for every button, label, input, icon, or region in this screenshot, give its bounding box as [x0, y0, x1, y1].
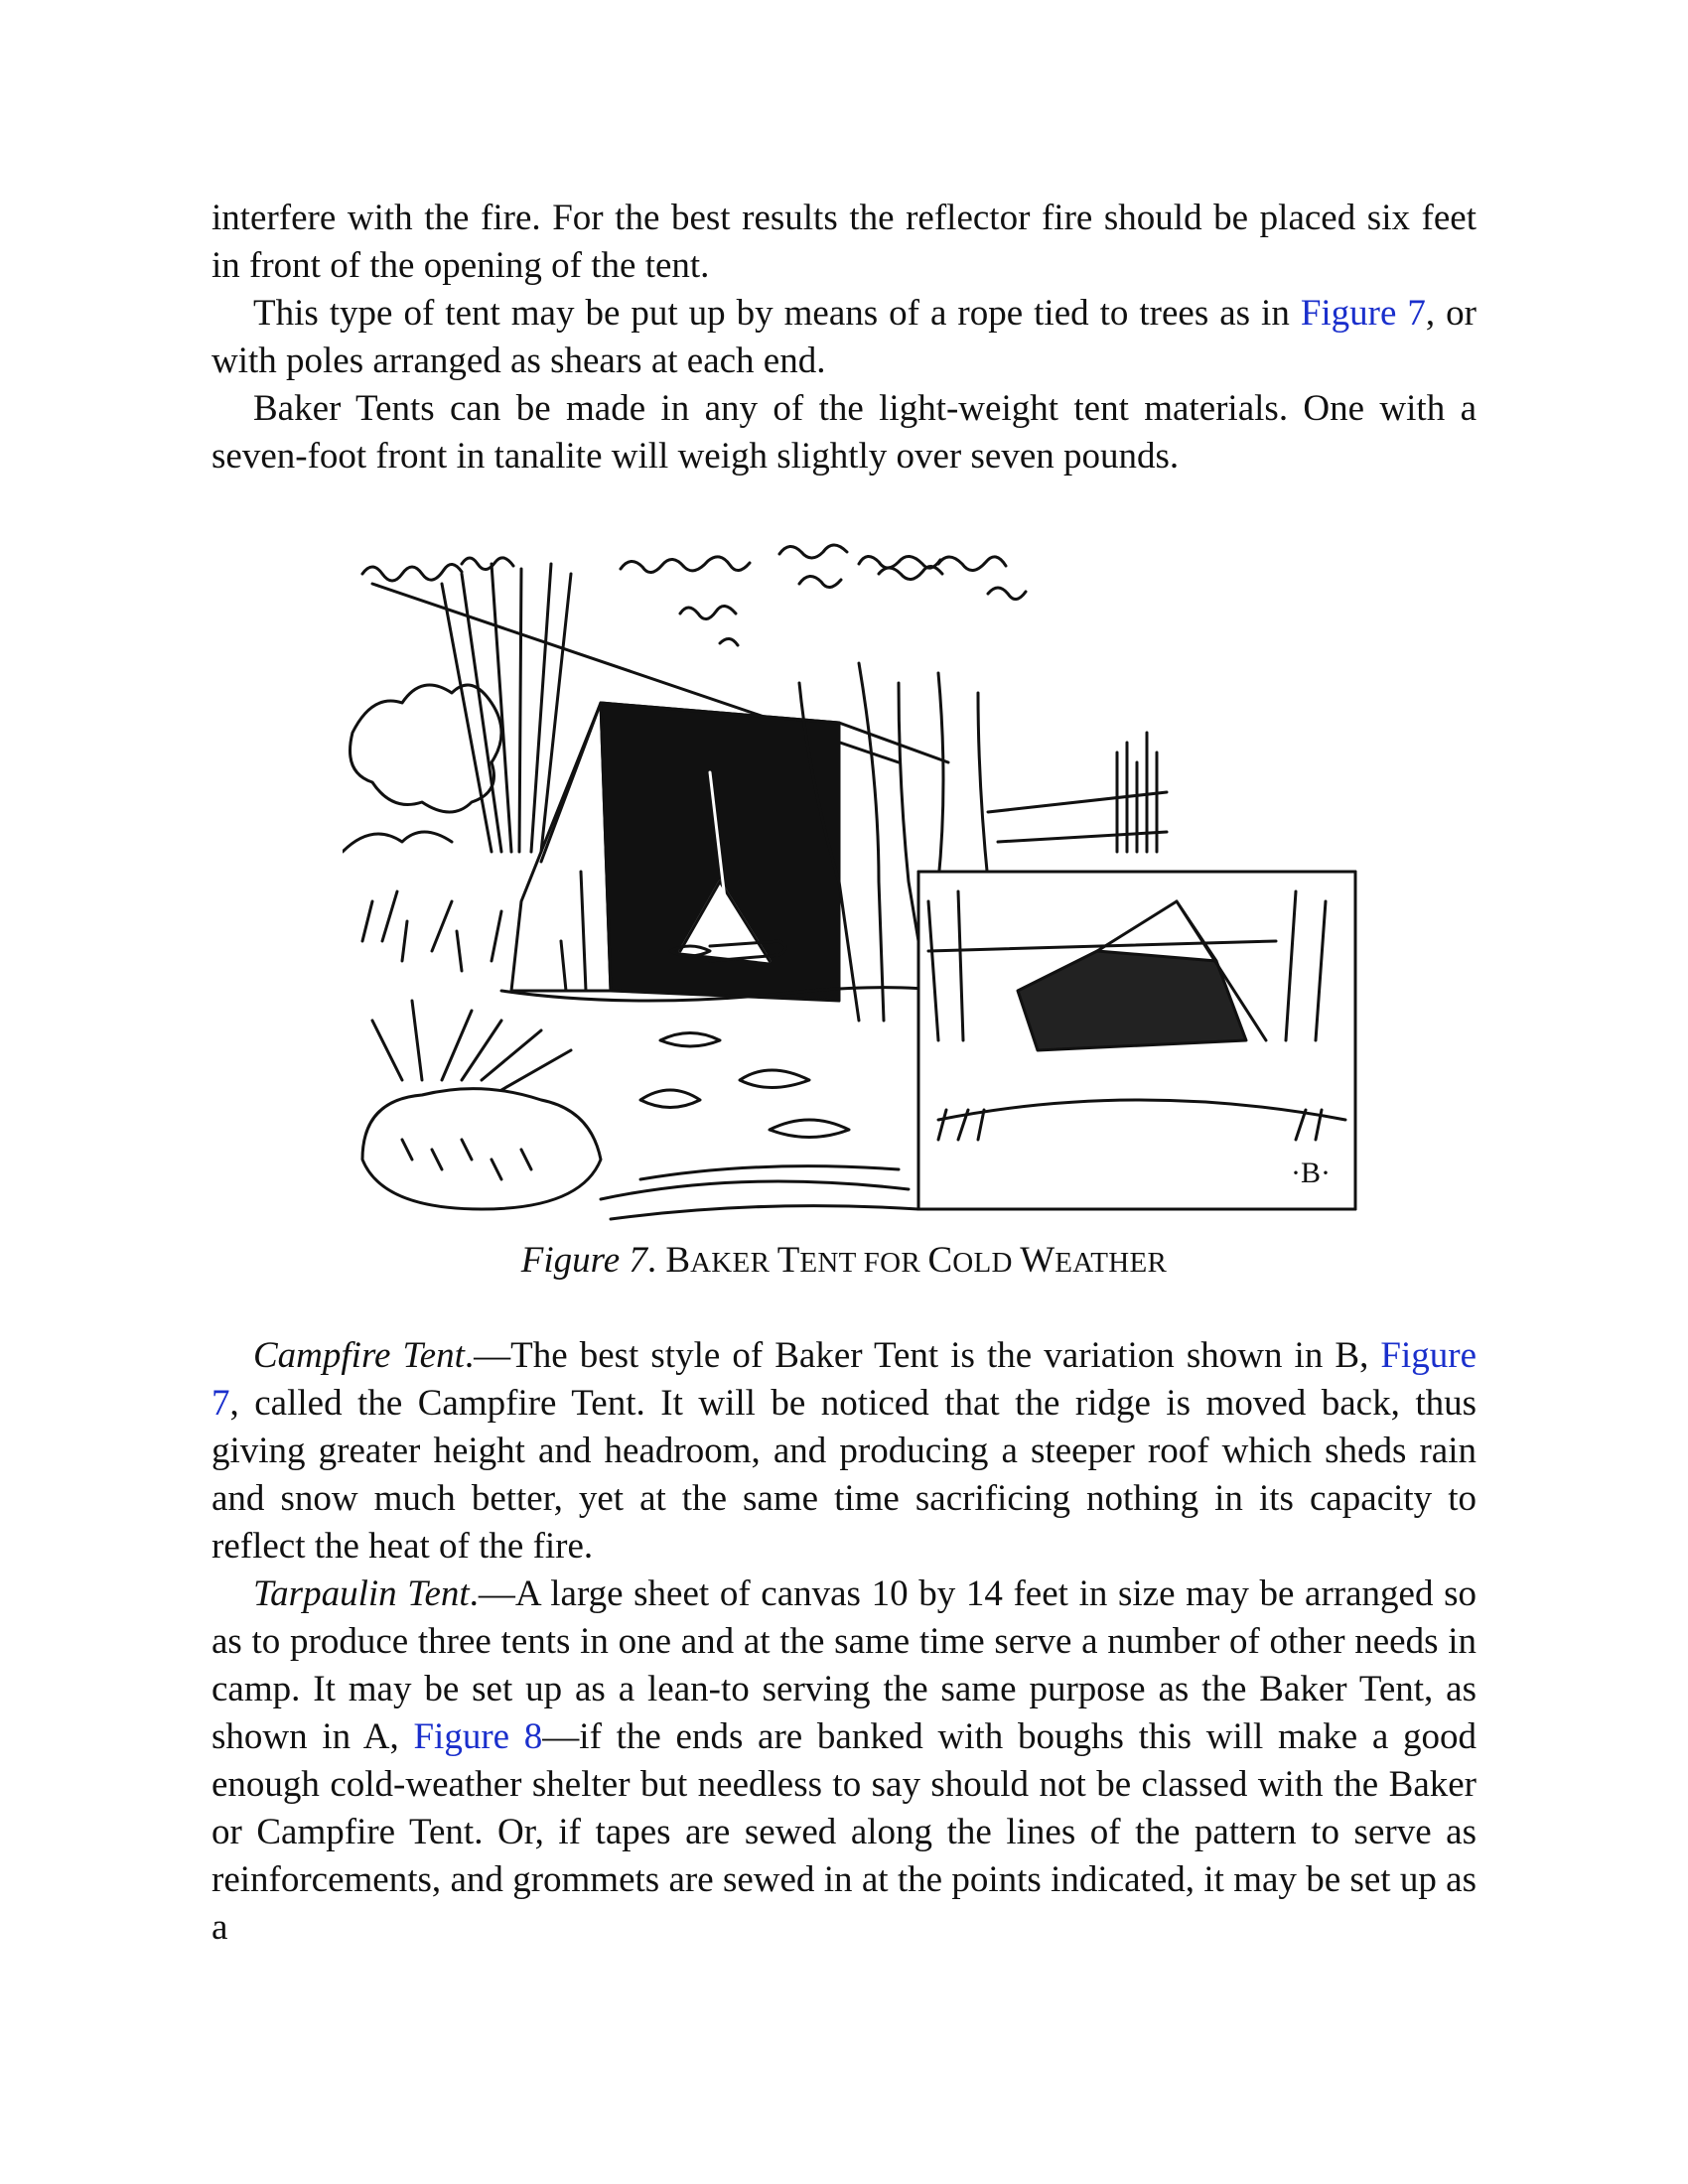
figure-7: [211, 524, 1477, 1247]
illustrator-signature: ·B·: [1291, 1157, 1331, 1189]
baker-tent-illustration: [343, 524, 1365, 1239]
paragraph-1-text: interfere with the fire. For the best results the reflector fire should be placed six feet in front of the opening of the tent.: [211, 198, 1477, 286]
paragraph-2-text-b: , or with poles arranged as shears at each end.: [211, 293, 1477, 381]
paragraph-5-text-b: —if the ends are banked with boughs this will make a good enough cold-weather shelter but needless to say should not be classed with the Baker or Campfire Tent. Or, if tapes are sewed along the lines of the pattern to serve as reinforcements, and grommets are sewed in at the points indicated, it may be set up as a: [211, 1716, 1477, 1948]
paragraph-1: [211, 195, 1477, 290]
figure-7-link-2[interactable]: Figure 7: [211, 1335, 1477, 1424]
paragraph-3: [211, 385, 1477, 480]
paragraph-2: [211, 290, 1477, 385]
caption-word-1-rest: AKER: [690, 1247, 777, 1279]
caption-word-3-initial: C: [927, 1240, 953, 1281]
figure-caption-label: Figure 7: [520, 1240, 647, 1281]
caption-word-2-rest: ENT FOR: [799, 1247, 928, 1279]
figure-8-link[interactable]: Figure 8: [413, 1716, 543, 1757]
paragraph-4-text-a: .—The best style of Baker Tent is the variation shown in B,: [464, 1335, 1381, 1376]
figure-7-link[interactable]: Figure 7: [1300, 293, 1426, 334]
page-content: [211, 195, 1477, 1952]
figure-7-caption: Figure 7. BAKER TENT FOR COLD WEATHER: [520, 1240, 1168, 1281]
tarpaulin-tent-term: Tarpaulin Tent: [253, 1573, 470, 1614]
paragraph-3-text: Baker Tents can be made in any of the light-weight tent materials. One with a seven-foot front in tanalite will weigh slightly over seven pounds.: [211, 388, 1477, 477]
paragraph-4-text-b: , called the Campfire Tent. It will be noticed that the ridge is moved back, thus giving greater height and headroom, and producing a steeper roof which sheds rain and snow much better, yet at the same time sacrificing nothing in its capacity to reflect the heat of the fire.: [211, 1383, 1477, 1567]
paragraph-5-text-a: .—A large sheet of canvas 10 by 14 feet in size may be arranged so as to produce three tents in one and at the same time serve a number of other needs in camp. It may be set up as a lean-to serving the same purpose as the Baker Tent, as shown in A,: [211, 1573, 1477, 1757]
caption-word-2-initial: T: [776, 1240, 800, 1281]
paragraph-2-text-a: This type of tent may be put up by means of a rope tied to trees as in: [253, 293, 1301, 334]
caption-word-3-rest: OLD: [952, 1247, 1021, 1279]
paragraph-tarpaulin-tent: [211, 1570, 1477, 1952]
campfire-tent-term: Campfire Tent: [253, 1335, 465, 1376]
caption-word-4-initial: W: [1020, 1240, 1055, 1281]
caption-word-1-initial: B: [665, 1240, 691, 1281]
caption-word-4-rest: EATHER: [1055, 1247, 1168, 1279]
paragraph-campfire-tent: [211, 1332, 1477, 1570]
